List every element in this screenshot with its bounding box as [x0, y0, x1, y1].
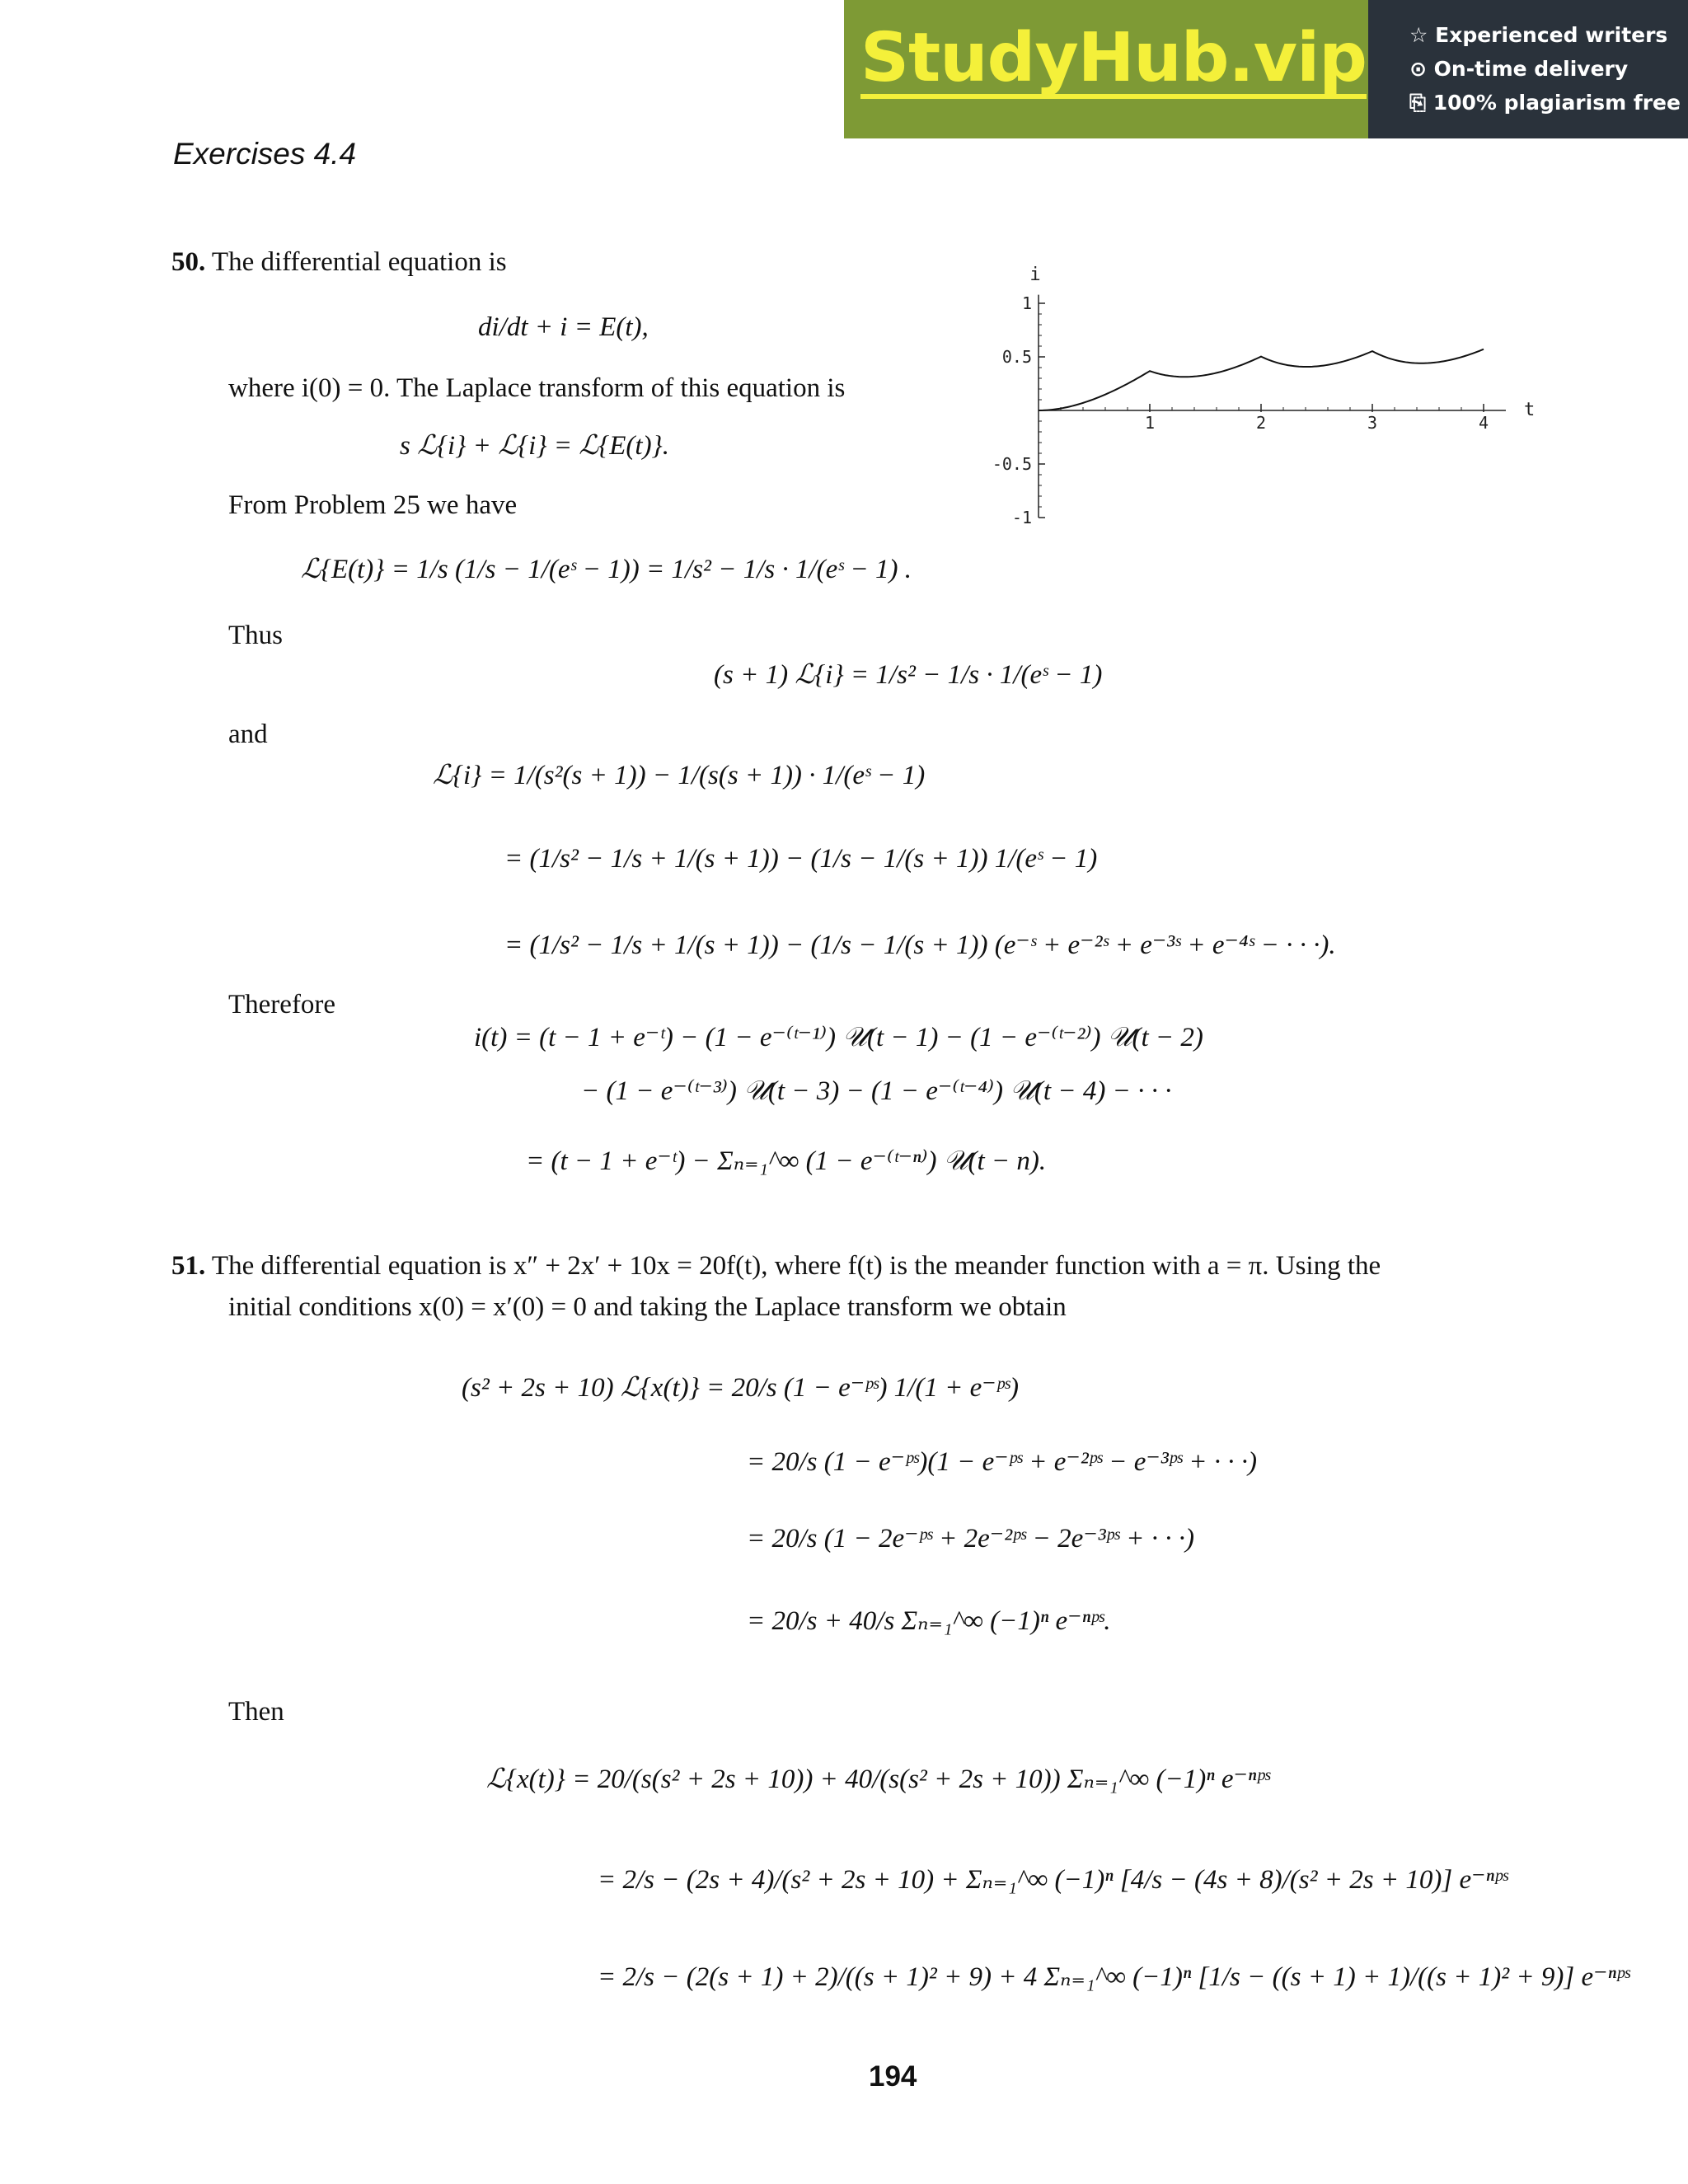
problem-50-eq6: = (1/s² − 1/s + 1/(s + 1)) − (1/s − 1/(s + 1)) 1/(eˢ − 1) [504, 844, 1098, 874]
problem-50-intro-line [171, 246, 507, 279]
x-tick-label: 1 [1144, 413, 1156, 433]
problem-50-therefore: Therefore [228, 990, 336, 1019]
problem-51-eq1: (s² + 2s + 10) ℒ{x(t)} = 20/s (1 − e⁻ᵖˢ) 1/(1 + e⁻ᵖˢ) [462, 1373, 1019, 1403]
problem-50-eq10: = (t − 1 + e⁻ᵗ) − Σₙ₌₁^∞ (1 − e⁻⁽ᵗ⁻ⁿ⁾) 𝒰(t − n). [526, 1146, 1047, 1176]
y-tick-label: 1 [1021, 293, 1032, 313]
problem-51-line1: The differential equation is x″ + 2x′ + 10x = 20f(t), where f(t) is the meander function with a = π. Using the [211, 1251, 1381, 1281]
y-axis-label: i [1029, 265, 1041, 285]
feature-on-time-delivery: ⊙ On-time delivery [1409, 57, 1629, 81]
problem-50-where: where i(0) = 0. The Laplace transform of this equation is [228, 373, 846, 403]
problem-50-eq9: − (1 − e⁻⁽ᵗ⁻³⁾) 𝒰(t − 3) − (1 − e⁻⁽ᵗ⁻⁴⁾) 𝒰(t − 4) − · · · [581, 1076, 1172, 1106]
problem-50-thus: Thus [228, 621, 283, 650]
series-line-0 [1039, 349, 1484, 410]
brand-logo[interactable]: StudyHub.vip [860, 23, 1367, 99]
y-tick-label: -0.5 [992, 454, 1032, 474]
problem-50-from: From Problem 25 we have [228, 490, 518, 520]
feature-plagiarism-free: ⎘ 100% plagiarism free [1409, 91, 1681, 115]
x-tick-label: 2 [1255, 413, 1267, 433]
problem-50-eq5: ℒ{i} = 1/(s²(s + 1)) − 1/(s(s + 1)) · 1/(eˢ − 1) [433, 761, 926, 790]
y-tick-label: 0.5 [1001, 347, 1032, 367]
problem-51-number: 51. [171, 1251, 206, 1281]
problem-50-eq3: ℒ{E(t)} = 1/s (1/s − 1/(eˢ − 1)) = 1/s² − 1/s · 1/(eˢ − 1) . [301, 555, 912, 584]
problem-51-eq5: ℒ{x(t)} = 20/(s(s² + 2s + 10)) + 40/(s(s² + 2s + 10)) Σₙ₌₁^∞ (−1)ⁿ e⁻ⁿᵖˢ [486, 1765, 1270, 1794]
problem-50-number: 50. [171, 247, 206, 277]
y-tick-label: -1 [1011, 508, 1032, 527]
problem-51-then: Then [228, 1697, 284, 1727]
problem-50-and: and [228, 719, 268, 749]
problem-51-line2: initial conditions x(0) = x′(0) = 0 and taking the Laplace transform we obtain [228, 1292, 1067, 1322]
problem-50-eq8: i(t) = (t − 1 + e⁻ᵗ) − (1 − e⁻⁽ᵗ⁻¹⁾) 𝒰(t − 1) − (1 − e⁻⁽ᵗ⁻²⁾) 𝒰(t − 2) [474, 1023, 1203, 1052]
x-axis-label: t [1524, 400, 1536, 420]
problem-50-eq2: s ℒ{i} + ℒ{i} = ℒ{E(t)}. [400, 431, 670, 461]
problem-50-eq7: = (1/s² − 1/s + 1/(s + 1)) − (1/s − 1/(s + 1)) (e⁻ˢ + e⁻²ˢ + e⁻³ˢ + e⁻⁴ˢ − · · ·). [504, 930, 1336, 960]
problem-51-eq7: = 2/s − (2(s + 1) + 2)/((s + 1)² + 9) + 4 Σₙ₌₁^∞ (−1)ⁿ [1/s − ((s + 1) + 1)/((s + 1)² + 9)] e⁻ⁿᵖˢ [598, 1962, 1630, 1992]
problem-51-eq4: = 20/s + 40/s Σₙ₌₁^∞ (−1)ⁿ e⁻ⁿᵖˢ. [747, 1606, 1111, 1636]
page-number: 194 [869, 2060, 917, 2093]
problem-51-eq6: = 2/s − (2s + 4)/(s² + 2s + 10) + Σₙ₌₁^∞ (−1)ⁿ [4/s − (4s + 8)/(s² + 2s + 10)] e⁻ⁿᵖˢ [598, 1865, 1508, 1895]
feature-experienced-writers: ☆ Experienced writers [1409, 23, 1668, 47]
problem-51-line1-wrap [171, 1250, 1381, 1283]
problem-50-intro: The differential equation is [211, 247, 507, 277]
current-chart [964, 247, 1541, 544]
problem-50-eq4: (s + 1) ℒ{i} = 1/s² − 1/s · 1/(eˢ − 1) [714, 660, 1103, 690]
problem-51-eq3: = 20/s (1 − 2e⁻ᵖˢ + 2e⁻²ᵖˢ − 2e⁻³ᵖˢ + · · ·) [747, 1524, 1194, 1554]
problem-50-eq1: di/dt + i = E(t), [478, 312, 649, 342]
section-heading: Exercises 4.4 [173, 137, 357, 171]
x-tick-label: 4 [1478, 413, 1489, 433]
x-tick-label: 3 [1367, 413, 1378, 433]
problem-51-eq2: = 20/s (1 − e⁻ᵖˢ)(1 − e⁻ᵖˢ + e⁻²ᵖˢ − e⁻³ᵖˢ + · · ·) [747, 1447, 1258, 1477]
